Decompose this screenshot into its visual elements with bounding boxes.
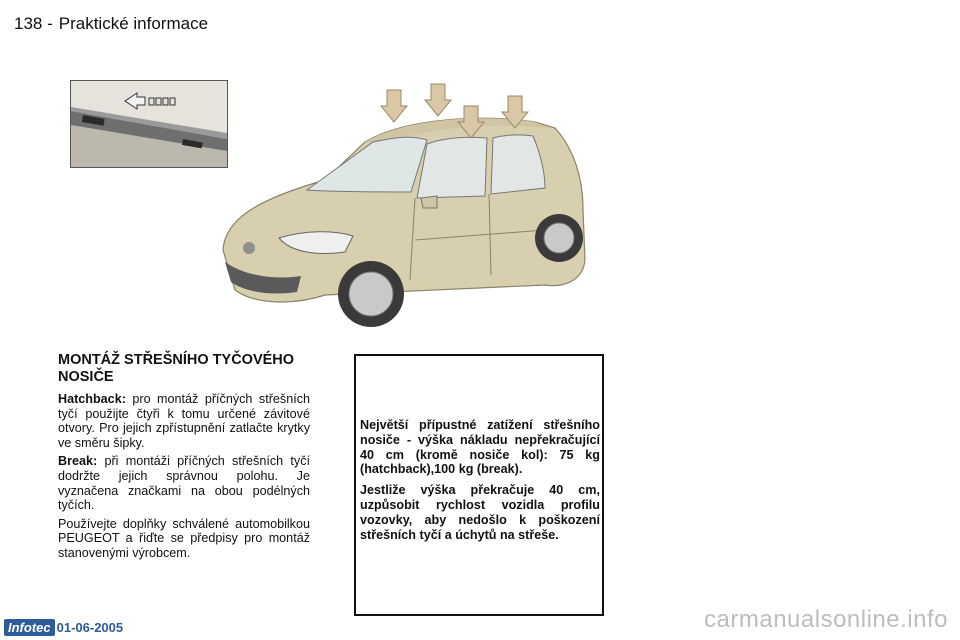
break-text: při montáži příčných střešních tyčí dodržte jejich správnou polohu. Je vyznačena značkami na obou podélných tyčích.	[58, 454, 310, 513]
section-title: MONTÁŽ STŘEŠNÍHO TYČOVÉHO NOSIČE	[58, 352, 295, 385]
accessories-paragraph: Používejte doplňky schválené automobilkou PEUGEOT a řiďte se předpisy pro montáž stanovenými výrobcem.	[58, 516, 310, 560]
infotec-logo: Infotec	[4, 619, 55, 636]
car-roof-rack-illustration	[205, 80, 605, 342]
break-paragraph	[58, 454, 310, 512]
section-name: Praktické informace	[58, 14, 209, 33]
page-header	[14, 14, 208, 34]
break-label: Break:	[58, 454, 98, 469]
hatchback-paragraph	[58, 392, 310, 450]
notice-speed-advice: Jestliže výška překračuje 40 cm, uzpůsobit rychlost vozidla profilu vozovky, aby nedošlo k poškození střešních tyčí a úchytů na střeše.	[360, 483, 600, 542]
notice-load-limit: Největší přípustné zatížení střešního nosiče - výška nákladu nepřekračující 40 cm (kromě nosiče kol): 75 kg (hatchback),100 kg (break).	[360, 418, 600, 477]
hatchback-label: Hatchback:	[58, 392, 126, 406]
roof-rail-detail-illustration	[71, 81, 227, 167]
site-watermark: carmanualsonline.info	[704, 606, 948, 633]
footer	[4, 618, 123, 636]
page-number: 138 -	[14, 14, 53, 33]
notice-text	[360, 418, 600, 548]
hatchback-text: pro montáž příčných střešních tyčí použijte čtyři k tomu určené závitové otvory. Pro jejich zpřístupnění zatlačte krytky ve směru šipky.	[58, 392, 310, 450]
car-illustration	[205, 80, 605, 342]
body-text	[58, 392, 310, 565]
publication-date: 01-06-2005	[56, 619, 124, 635]
